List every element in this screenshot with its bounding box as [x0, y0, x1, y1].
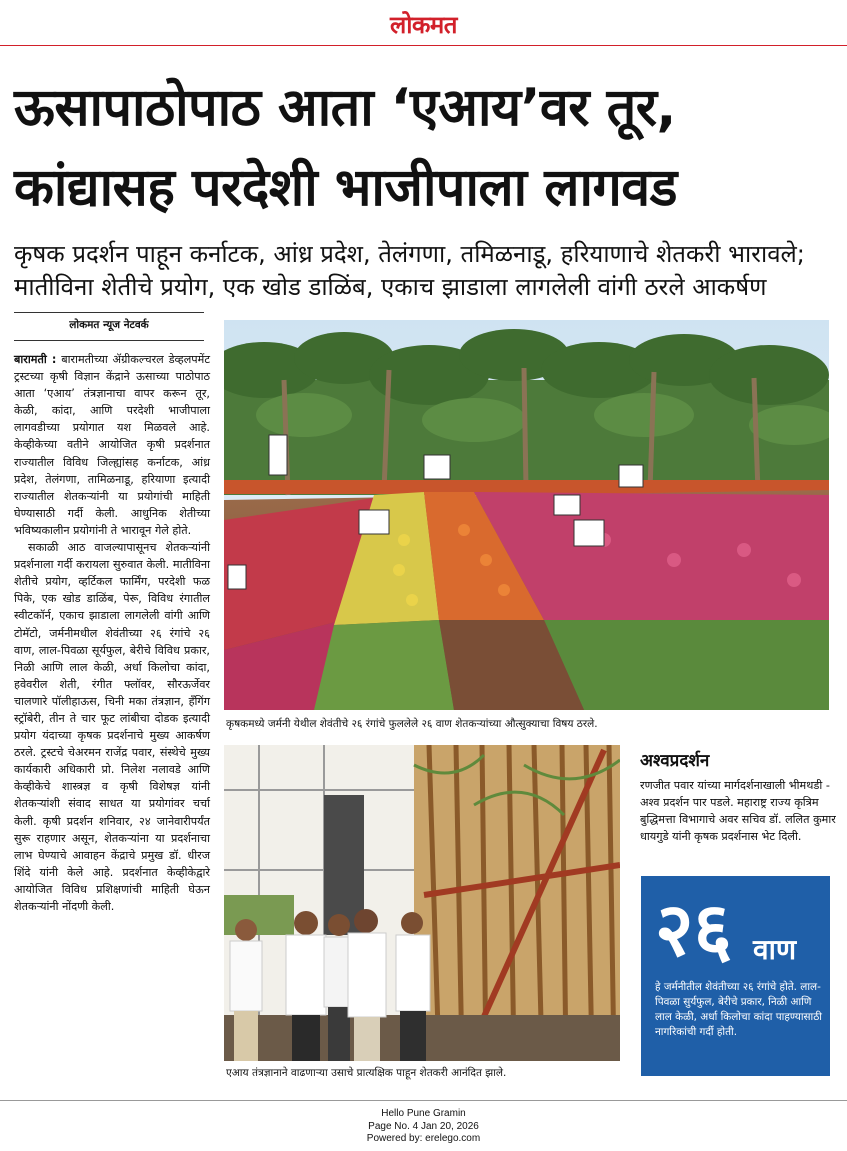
factbox-text: हे जर्मनीतील शेवंतीच्या २६ रंगांचे होते. लाल-पिवळा सुर्यफुल, बेरीचे प्रकार, निळी आणि लाल केळी, अर्धा किलोचा कांदा पाहण्यासाठी नागरिकांची गर्दी होती. — [655, 981, 822, 1038]
article-paragraph-1 — [14, 351, 210, 539]
photo2-caption: एआय तंत्रज्ञानाने वाढणाऱ्या उसाचे प्रात्यक्षिक पाहून शेतकरी आनंदित झाले. — [226, 1067, 507, 1079]
footer-powered-by[interactable]: Powered by: erelego.com — [366, 1133, 481, 1144]
byline-rule-bottom — [14, 340, 204, 341]
factbox-unit: वाण — [753, 933, 797, 966]
article-paragraph-2: सकाळी आठ वाजल्यापासूनच शेतकऱ्यांनी प्रदर्शनाला गर्दी करायला सुरुवात केली. मातीविना शेतीचे प्रयोग, व्हर्टिकल फार्मिंग, परदेशी फळ पिके, एक खोड डाळिंब, पेरू, विविध रंगातील स्वीटकॉर्न, एकाच झाडाला लागलेली वांगी आणि टोमॅटो, जर्मनीमधील शेवंतीच्या २६ रंगांचे २६ वाण, लाल-पिवळा सूर्यफुल, बेरीचे विविध प्रकार, निळी आणि लाल केळी, अर्धा किलोचा कांदा, हवेवरील शेती, रंगीत फ्लॉवर, सौरऊर्जेवर चालणारे पॉलीहाऊस, चिनी मका तंत्रज्ञान, हँगिंग स्ट्रॉबेरी, तीन ते चार फूट लांबीचा दोडक इत्यादी प्रयोग यंदाच्या कृषक प्रदर्शनाचे मुख्य आकर्षण ठरले. ट्रस्टचे चेअरमन राजेंद्र पवार, संस्थेचे मुख्य कार्यकारी अधिकारी प्रो. निलेश नलावडे आणि केव्हीकेचे शास्त्रज्ञ व कृषी विशेषज्ञ यांनी शेतकऱ्यांशी संवाद साधत या प्रयोगांवर चर्चा केली. कृषी प्रदर्शन शनिवार, २४ जानेवारीपर्यंत सुरू राहणार असून, शेतकऱ्यांना या प्रदर्शनाचा लाभ घेण्याचे आवाहन केंद्राचे प्रमुख डॉ. धीरज शिंदे यांनी केले आहे. प्रदर्शनात केव्हीकेद्वारे आयोजित विविध प्रशिक्षणांची माहिती घेऊन शेतकऱ्यांनी नोंदणी केली. — [14, 541, 210, 913]
factbox — [641, 876, 830, 1076]
byline-rule-top — [14, 312, 204, 313]
footer-page: Page No. 4 Jan 20, 2026 — [368, 1121, 479, 1132]
subhead-line-2: मातीविना शेतीचे प्रयोग, एक खोड डाळिंब, एकाच झाडाला लागलेली वांगी ठरले आकर्षण — [14, 273, 767, 301]
dateline: बारामती : — [14, 353, 57, 366]
article-paragraph-1-text: बारामतीच्या ॲग्रीकल्चरल डेव्हलपमेंट ट्रस्टच्या कृषी विज्ञान केंद्राने ऊसाच्या पाठोपाठ आता ‘एआय’ तंत्रज्ञानाचा वापर करून तूर, केळी, कांदा, आणि परदेशी भाजीपाला लागवडीच्या प्रयोगात यश मिळवले आहे. केव्हीकेच्या वतीने आयोजित कृषी प्रदर्शनात राज्यातील विविध जिल्ह्यांसह कर्नाटक, आंध्र प्रदेश, तेलंगणा, तामिळनाडू, हरियाणा इत्यादी राज्यातील शेतकऱ्यांनी या प्रयोगांची माहिती घेण्यासाठी गर्दी केली. आधुनिक शेतीच्या भविष्यकालीन प्रयोगांनी ते भारावून गेले होते. — [14, 353, 210, 537]
headline-line-2: कांद्यासह परदेशी भाजीपाला लागवड — [14, 158, 677, 218]
factbox-number: २६ — [655, 887, 732, 973]
sugarcane-farmers-photo — [224, 745, 620, 1061]
lokmat-logo: लोकमत — [390, 10, 457, 39]
byline: लोकमत न्यूज नेटवर्क — [69, 319, 149, 331]
flower-field-photo — [224, 320, 829, 710]
flower-field-image — [224, 320, 829, 710]
article-body — [14, 351, 210, 915]
sidebar-title: अश्वप्रदर्शन — [640, 751, 710, 771]
photo1-caption: कृषकमध्ये जर्मनी येथील शेवंतीचे २६ रंगांचे फुललेले २६ वाण शेतकऱ्यांच्या औत्सुक्याचा विषय ठरले. — [226, 718, 598, 730]
subhead-line-1: कृषक प्रदर्शन पाहून कर्नाटक, आंध्र प्रदेश, तेलंगणा, तमिळनाडू, हरियाणाचे शेतकरी भारावले; — [14, 240, 805, 268]
masthead — [0, 0, 847, 46]
sidebar-text: रणजीत पवार यांच्या मार्गदर्शनाखाली भीमथडी - अश्व प्रदर्शन पार पडले. महाराष्ट्र राज्य कृत्रिम बुद्धिमत्ता विभागाचे अवर सचिव डॉ. ललित कुमार धायगुडे यांनी कृषक प्रदर्शनास भेट दिली. — [640, 779, 836, 843]
footer-divider — [0, 1100, 847, 1101]
footer-edition: Hello Pune Gramin — [381, 1108, 466, 1119]
sugarcane-farmers-image — [224, 745, 620, 1061]
headline-line-1: ऊसापाठोपाठ आता ‘एआय’वर तूर, — [14, 78, 676, 138]
